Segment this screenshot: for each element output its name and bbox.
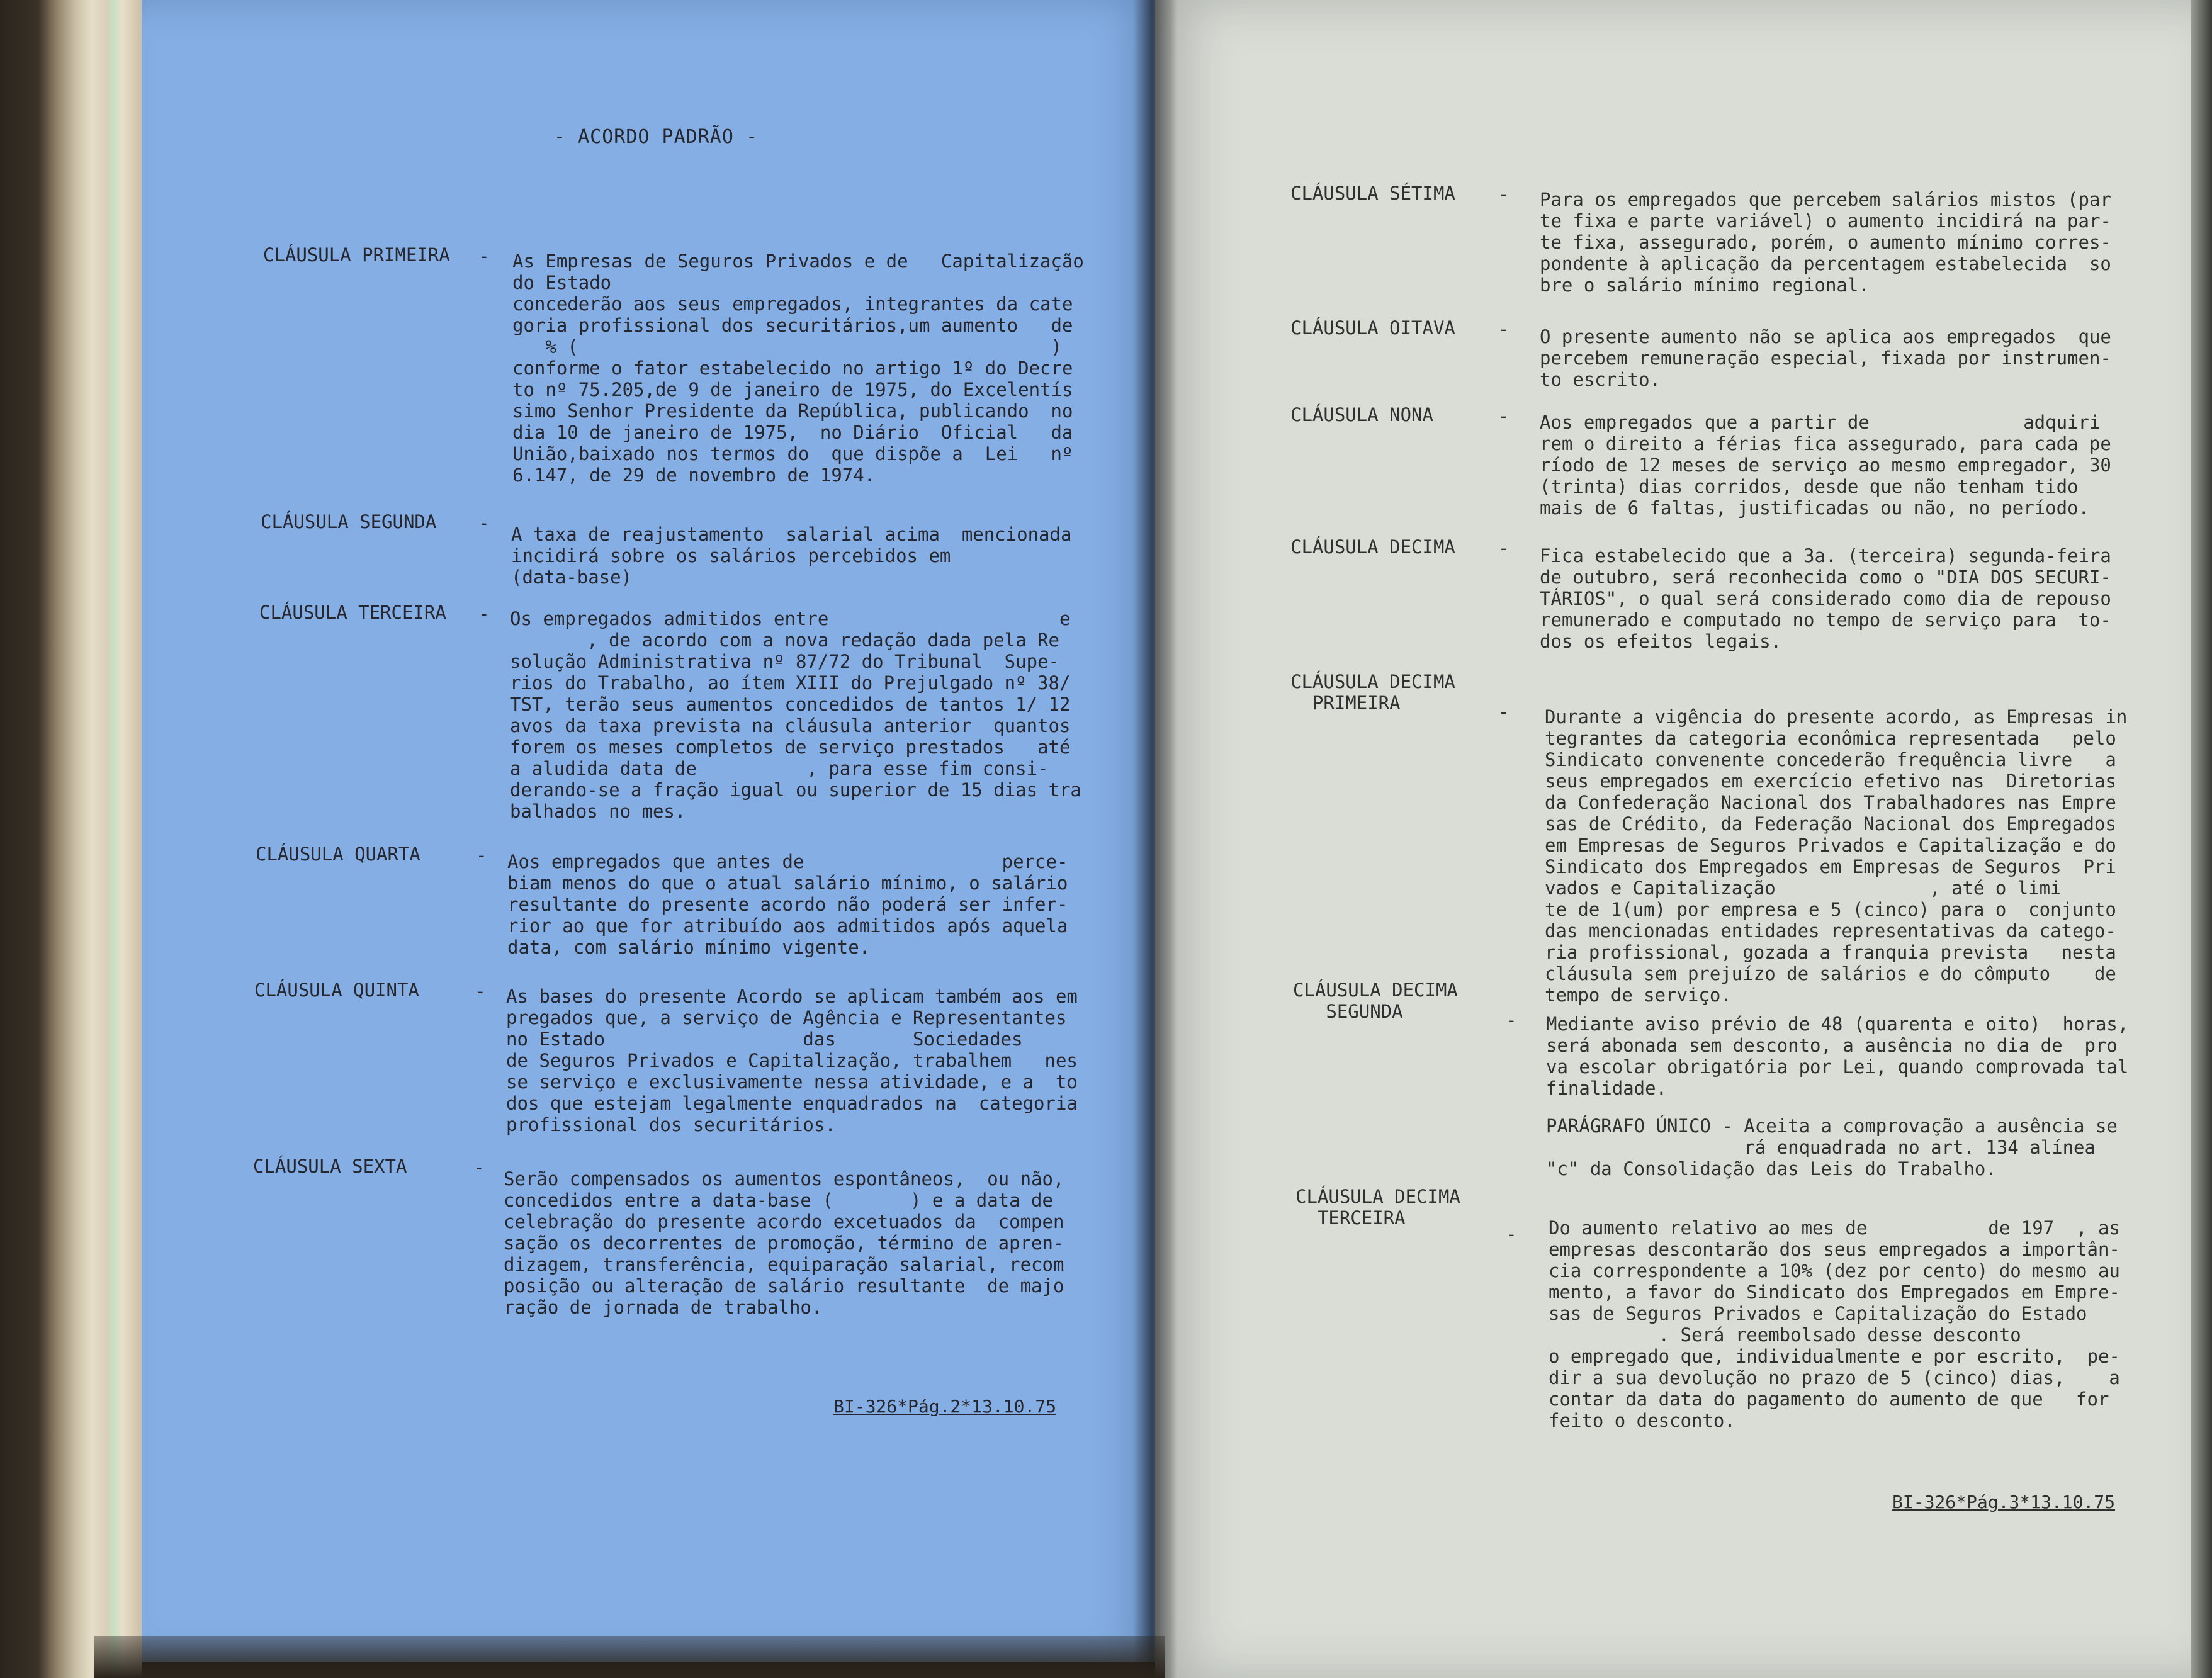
page-footer-left: BI-326*Pág.2*13.10.75 — [833, 1396, 1057, 1417]
clause-text-decima-terceira — [1549, 1217, 2120, 1431]
clause-line: remunerado e computado no tempo de serviço para to- — [1540, 609, 2111, 631]
clause-line: posição ou alteração de salário resultante de majo — [504, 1275, 1064, 1297]
clause-line: to nº 75.205,de 9 de janeiro de 1975, do Excelentís — [512, 379, 1073, 400]
clause-line: avos da taxa prevista na cláusula anterior quantos — [510, 715, 1071, 736]
clause-line: a aludida data de , para esse fim consi- — [510, 758, 1049, 779]
clause-text-decima — [1540, 545, 2111, 652]
clause-text-primeira — [512, 251, 1084, 486]
clause-line: percebem remuneração especial, fixada por instrumen- — [1540, 347, 2111, 369]
clause-label-nona: CLÁUSULA NONA — [1290, 404, 1433, 425]
clause-line: Aos empregados que a partir de adquiri — [1540, 412, 2101, 433]
clause-line: mento, a favor do Sindicato dos Empregados em Empre- — [1549, 1281, 2120, 1303]
clause-line: dizagem, transferência, equiparação salarial, recom — [504, 1254, 1064, 1275]
clause-dash: - — [1498, 184, 1509, 205]
book-page-edges — [0, 0, 142, 1678]
clause-line: concederão aos seus empregados, integrantes da cate — [512, 293, 1073, 315]
clause-line: do Estado — [512, 272, 612, 293]
document-title: - ACORDO PADRÃO - — [554, 126, 759, 148]
clause-line: conforme o fator estabelecido no artigo 1º do Decre — [512, 358, 1073, 379]
clause-line: 6.147, de 29 de novembro de 1974. — [512, 465, 876, 486]
clause-line: O presente aumento não se aplica aos empregados que — [1540, 326, 2111, 347]
clause-text-decima-segunda — [1546, 1013, 2128, 1099]
clause-line: dos que estejam legalmente enquadrados na categoria — [506, 1093, 1078, 1114]
clause-label-decima: CLÁUSULA DECIMA — [1290, 536, 1455, 558]
clause-line: rem o direito a férias fica assegurado, para cada pe — [1540, 433, 2111, 454]
clause-line: rior ao que for atribuído aos admitidos após aquela — [507, 915, 1068, 937]
clause-line: sas de Crédito, da Federação Nacional dos Empregados — [1545, 813, 2116, 835]
clause-label-setima: CLÁUSULA SÉTIMA — [1290, 183, 1455, 204]
clause-line: forem os meses completos de serviço prestados até — [510, 736, 1071, 758]
clause-label-primeira: CLÁUSULA PRIMEIRA — [263, 244, 450, 266]
clause-text-decima-primeira — [1545, 706, 2127, 1006]
clause-label-decima-terceira: CLÁUSULA DECIMA TERCEIRA — [1295, 1186, 1460, 1229]
clause-line: da Confederação Nacional dos Trabalhadores nas Empre — [1545, 792, 2116, 813]
clause-line: celebração do presente acordo excetuados da compen — [504, 1211, 1064, 1232]
clause-line: contar da data do pagamento do aumento de que for — [1549, 1388, 2109, 1410]
clause-line: ração de jornada de trabalho. — [504, 1297, 823, 1318]
clause-line: Do aumento relativo ao mes de de 197 , as — [1549, 1217, 2120, 1239]
clause-line: resultante do presente acordo não poderá ser infer- — [507, 894, 1068, 915]
clause-line: derando-se a fração igual ou superior de 15 dias tra — [510, 779, 1081, 801]
clause-line: data, com salário mínimo vigente. — [507, 937, 871, 958]
clause-line: ríodo de 12 meses de serviço ao mesmo empregador, 30 — [1540, 454, 2111, 476]
clause-line: te de 1(um) por empresa e 5 (cinco) para o conjunto — [1545, 899, 2116, 920]
clause-line: finalidade. — [1546, 1078, 1667, 1099]
clause-line: cláusula sem prejuízo de salários e do cômputo de — [1545, 963, 2116, 984]
clause-line: te fixa e parte variável) o aumento incidirá na par- — [1540, 210, 2111, 232]
clause-label-decima-segunda: CLÁUSULA DECIMA SEGUNDA — [1293, 979, 1458, 1022]
clause-line: biam menos do que o atual salário mínimo, o salário — [507, 872, 1068, 894]
clause-line: sação os decorrentes de promoção, término de apren- — [504, 1232, 1064, 1254]
clause-text-setima — [1540, 189, 2111, 296]
clause-dash: - — [476, 845, 487, 866]
clause-line: A taxa de reajustamento salarial acima mencionada — [511, 524, 1072, 545]
clause-line: Sindicato convenente concederão frequência livre a — [1545, 749, 2116, 770]
clause-line: Fica estabelecido que a 3a. (terceira) segunda-feira — [1540, 545, 2111, 566]
clause-line: em Empresas de Seguros Privados e Capitalização e do — [1545, 835, 2116, 856]
clause-line: mais de 6 faltas, justificadas ou não, no período. — [1540, 497, 2089, 519]
clause-line: simo Senhor Presidente da República, publicando no — [512, 400, 1073, 422]
clause-line: seus empregados em exercício efetivo nas Diretorias — [1545, 770, 2116, 792]
clause-line: solução Administrativa nº 87/72 do Tribunal Supe- — [510, 651, 1059, 672]
clause-line: de outubro, será reconhecida como o "DIA DOS SECURI- — [1540, 566, 2111, 588]
clause-line: te fixa, assegurado, porém, o aumento mínimo corres- — [1540, 232, 2111, 253]
clause-line: TÁRIOS", o qual será considerado como dia de repouso — [1540, 588, 2111, 609]
clause-line: concedidos entre a data-base ( ) e a data de — [504, 1190, 1053, 1211]
clause-line: "c" da Consolidação das Leis do Trabalho. — [1546, 1158, 1997, 1180]
clause-line: (trinta) dias corridos, desde que não tenham tido — [1540, 476, 2079, 497]
clause-dash: - — [1498, 318, 1509, 340]
clause-line: , de acordo com a nova redação dada pela Re — [510, 629, 1059, 651]
clause-line: Para os empregados que percebem salários mistos (par — [1540, 189, 2111, 210]
clause-line: % ( ) — [512, 336, 1062, 358]
clause-label-oitava: CLÁUSULA OITAVA — [1290, 317, 1455, 339]
clause-line: As Empresas de Seguros Privados e de Capitalização — [512, 251, 1084, 272]
clause-text-oitava — [1540, 326, 2111, 390]
clause-line: União,baixado nos termos do que dispõe a Lei nº — [512, 443, 1073, 465]
clause-line: (data-base) — [511, 566, 633, 588]
clause-dash: - — [478, 245, 490, 267]
clause-dash: - — [475, 981, 486, 1002]
clause-line: pregados que, a serviço de Agência e Representantes — [506, 1007, 1067, 1028]
clause-label-segunda: CLÁUSULA SEGUNDA — [261, 511, 437, 532]
clause-line: goria profissional dos securitários,um aumento de — [512, 315, 1073, 336]
clause-line: se serviço e exclusivamente nessa atividade, e a to — [506, 1071, 1078, 1093]
clause-line: Serão compensados os aumentos espontâneos, ou não, — [504, 1168, 1064, 1190]
clause-dash: - — [1498, 538, 1509, 559]
clause-line: dia 10 de janeiro de 1975, no Diário Oficial da — [512, 422, 1073, 443]
clause-text-quinta — [506, 986, 1078, 1135]
clause-line: Durante a vigência do presente acordo, as Empresas in — [1545, 706, 2128, 728]
clause-line: Os empregados admitidos entre e — [510, 608, 1071, 629]
clause-dash: - — [478, 512, 490, 534]
clause-line: Sindicato dos Empregados em Empresas de Seguros Pri — [1545, 856, 2116, 877]
clause-line: no Estado das Sociedades — [506, 1028, 1023, 1050]
clause-line: dir a sua devolução no prazo de 5 (cinco) dias, a — [1549, 1367, 2120, 1388]
clause-line: sas de Seguros Privados e Capitalização do Estado — [1549, 1303, 2087, 1324]
book-gutter — [1133, 0, 1177, 1678]
clause-dash: - — [1498, 701, 1509, 723]
clause-dash: - — [1506, 1010, 1517, 1031]
right-page-edge — [2191, 0, 2212, 1678]
clause-line: rios do Trabalho, ao ítem XIII do Prejulgado nº 38/ — [510, 672, 1071, 694]
clause-line: to escrito. — [1540, 369, 1661, 390]
clause-label-quarta: CLÁUSULA QUARTA — [256, 843, 420, 865]
clause-dash: - — [478, 603, 490, 624]
clause-line: de Seguros Privados e Capitalização, trabalhem nes — [506, 1050, 1078, 1071]
clause-line: empresas descontarão dos seus empregados a importân- — [1549, 1239, 2120, 1260]
clause-text-quarta — [507, 851, 1068, 958]
clause-text-sexta — [504, 1168, 1064, 1318]
clause-line: incidirá sobre os salários percebidos em — [511, 545, 951, 566]
clause-text-segunda — [511, 524, 1071, 588]
clause-line: Aos empregados que antes de perce- — [507, 851, 1068, 872]
clause-line: TST, terão seus aumentos concedidos de tantos 1/ 12 — [510, 694, 1071, 715]
clause-line: va escolar obrigatória por Lei, quando comprovada tal — [1546, 1056, 2129, 1078]
clause-line: cia correspondente a 10% (dez por cento) do mesmo au — [1549, 1260, 2120, 1281]
clause-line: será abonada sem desconto, a ausência no dia de pro — [1546, 1035, 2118, 1056]
clause-line: As bases do presente Acordo se aplicam também aos em — [506, 986, 1078, 1007]
clause-line: bre o salário mínimo regional. — [1540, 274, 1870, 296]
clause-label-terceira: CLÁUSULA TERCEIRA — [259, 602, 446, 623]
clause-line: PARÁGRAFO ÚNICO - Aceita a comprovação a ausência se — [1546, 1115, 2118, 1137]
clause-line: profissional dos securitários. — [506, 1114, 836, 1135]
page-footer-right: BI-326*Pág.3*13.10.75 — [1892, 1492, 2116, 1512]
clause-line: feito o desconto. — [1549, 1410, 1735, 1431]
clause-line: tempo de serviço. — [1545, 984, 1732, 1006]
clause-line: pondente à aplicação da percentagem estabelecida so — [1540, 253, 2111, 274]
clause-line: tegrantes da categoria econômica representada pelo — [1545, 728, 2116, 749]
clause-label-sexta: CLÁUSULA SEXTA — [253, 1156, 407, 1177]
clause-dash: - — [1498, 405, 1509, 427]
clause-line: dos os efeitos legais. — [1540, 631, 1782, 652]
clause-dash: - — [473, 1157, 485, 1178]
clause-label-quinta: CLÁUSULA QUINTA — [254, 979, 419, 1001]
clause-text-nona — [1540, 412, 2111, 519]
clause-text-terceira — [510, 608, 1081, 822]
clause-dash: - — [1506, 1224, 1517, 1245]
clause-line: balhados no mes. — [510, 801, 686, 822]
clause-line: Mediante aviso prévio de 48 (quarenta e oito) horas, — [1546, 1013, 2129, 1035]
clause-line: o empregado que, individualmente e por escrito, pe- — [1549, 1346, 2120, 1367]
bottom-shadow — [94, 1636, 1165, 1678]
clause-line: ria profissional, gozada a franquia prevista nesta — [1545, 942, 2116, 963]
clause-line: das mencionadas entidades representativas da catego- — [1545, 920, 2116, 942]
paragrafo-unico-text — [1546, 1115, 2118, 1180]
clause-line: . Será reembolsado desse desconto — [1549, 1324, 2021, 1346]
clause-label-decima-primeira: CLÁUSULA DECIMA PRIMEIRA — [1290, 671, 1455, 714]
clause-line: vados e Capitalização , até o limi — [1545, 877, 2062, 899]
clause-line: rá enquadrada no art. 134 alínea — [1546, 1137, 2096, 1158]
